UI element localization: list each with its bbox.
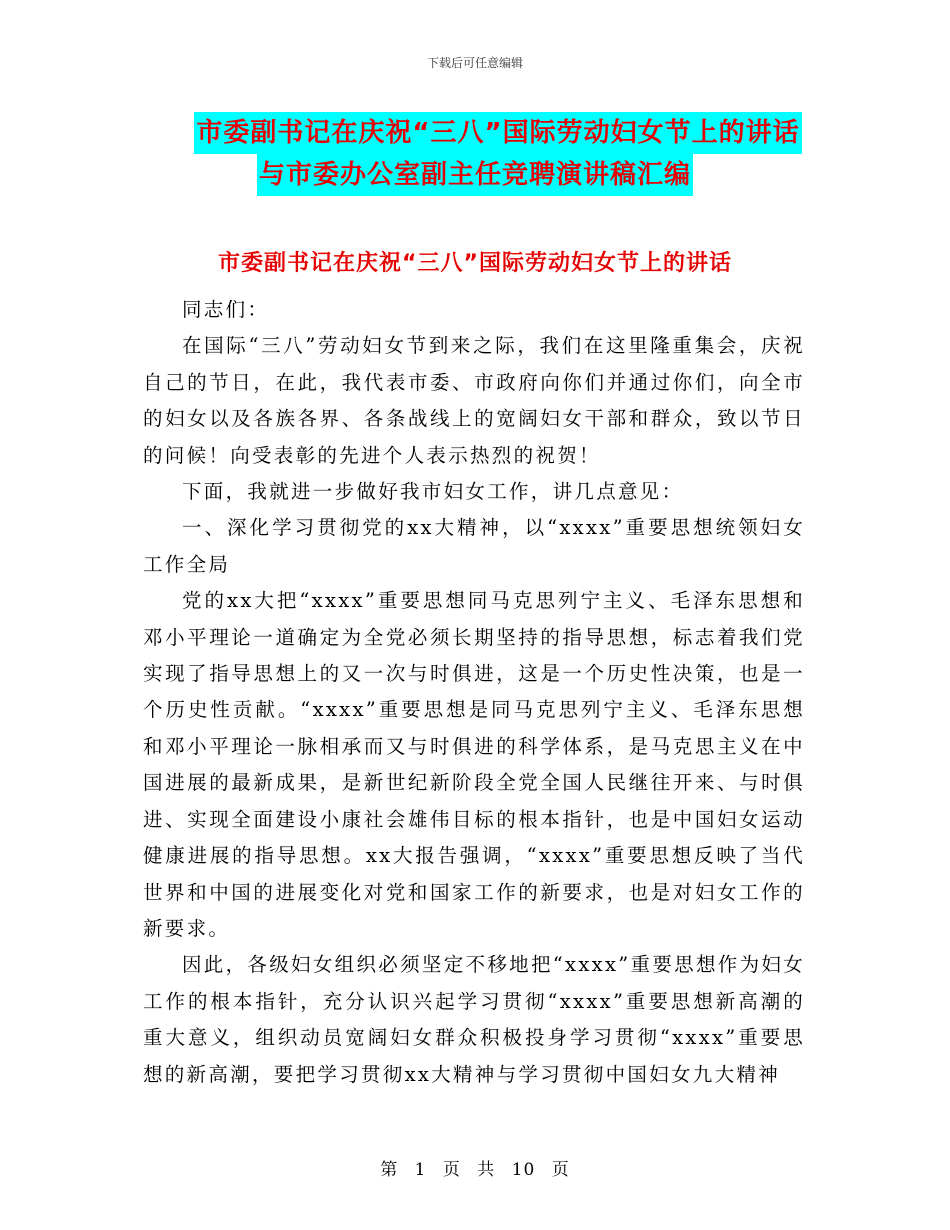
section-title: 市委副书记在庆祝“三八”国际劳动妇女节上的讲话 (218, 251, 732, 276)
footer-page-unit: 页 (442, 1160, 461, 1180)
paragraph: 因此，各级妇女组织必须坚定不移地把“xxxx”重要思想作为妇女工作的根本指针，充分认识兴起学习贯彻“xxxx”重要思想新高潮的重大意义，组织动员宽阔妇女群众积极投身学习贯彻“xxxx”重要思想的新高潮，要把学习贯彻xx大精神与学习贯彻中国妇女九大精神 (143, 953, 805, 1086)
title-line-1: 市委副书记在庆祝“三八”国际劳动妇女节上的讲话 (194, 112, 801, 154)
footer-page-number: 1 (414, 1160, 427, 1180)
footer-total-number: 10 (511, 1160, 536, 1180)
paragraph-salutation: 同志们： (182, 298, 270, 321)
page-footer (0, 1155, 950, 1180)
body-text (143, 292, 805, 1093)
title-line-2: 与市委办公室副主任竞聘演讲稿汇编 (257, 154, 693, 196)
paragraph: 在国际“三八”劳动妇女节到来之际，我们在这里隆重集会，庆祝自己的节日，在此，我代表市委、市政府向你们并通过你们，向全市的妇女以及各族各界、各条战线上的宽阔妇女干部和群众，致以节日的问候！向受表彰的先进个人表示热烈的祝贺！ (143, 334, 805, 467)
footer-page-word: 第 (380, 1160, 399, 1180)
section-heading: 一、深化学习贯彻党的xx大精神，以“xxxx”重要思想统领妇女工作全局 (143, 516, 805, 576)
paragraph: 下面，我就进一步做好我市妇女工作，讲几点意见： (182, 480, 684, 504)
document-title (0, 112, 950, 196)
footer-total-word: 共 (477, 1160, 496, 1180)
paragraph: 党的xx大把“xxxx”重要思想同马克思列宁主义、毛泽东思想和邓小平理论一道确定为全党必须长期坚持的指导思想，标志着我们党实现了指导思想上的又一次与时俱进，这是一个历史性决策，也是一个历史性贡献。“xxxx”重要思想是同马克思列宁主义、毛泽东思想和邓小平理论一脉相承而又与时俱进的科学体系，是马克思主义在中国进展的最新成果，是新世纪新阶段全党全国人民继往开来、与时俱进、实现全面建设小康社会雄伟目标的根本指针，也是中国妇女运动健康进展的指导思想。xx大报告强调，“xxxx”重要思想反映了当代世界和中国的进展变化对党和国家工作的新要求，也是对妇女工作的新要求。 (143, 589, 805, 940)
header-note: 下载后可任意编辑 (426, 56, 523, 70)
footer-total-unit: 页 (551, 1160, 570, 1180)
